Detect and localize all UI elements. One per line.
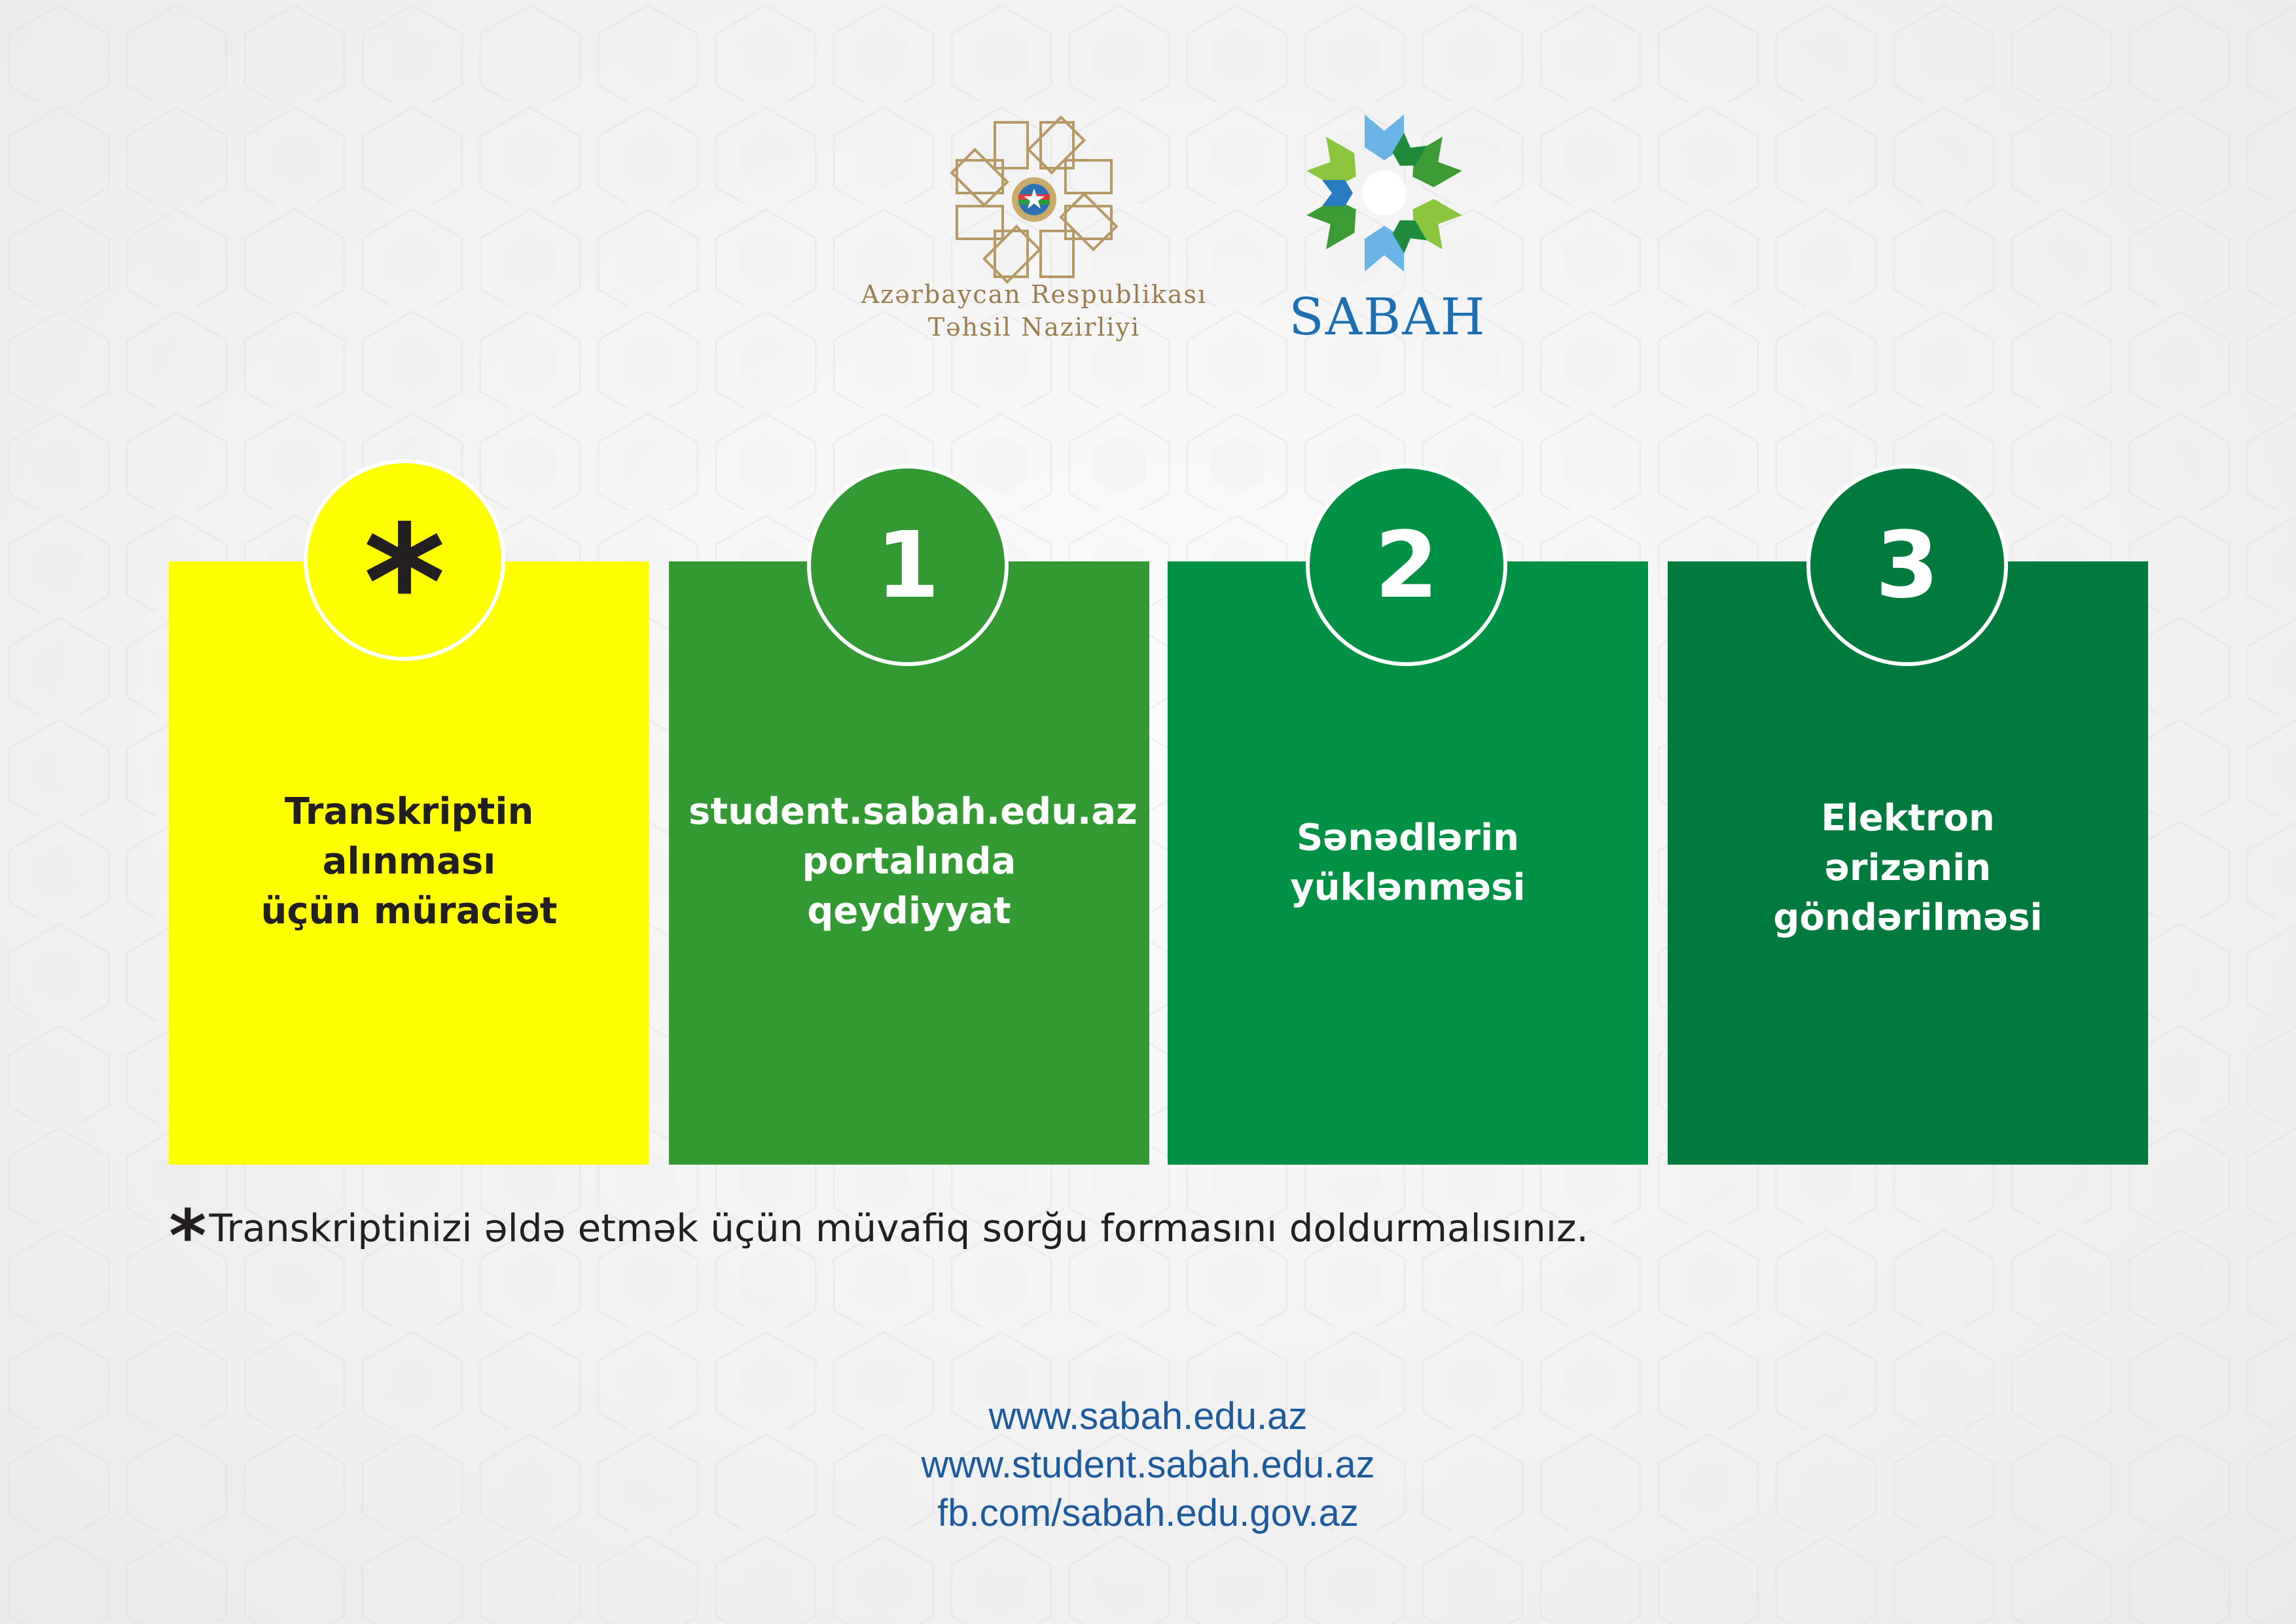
step-label-line: alınması	[322, 840, 496, 883]
step-marker-3	[1806, 465, 2008, 666]
link-student-portal[interactable]: www.student.sabah.edu.az	[921, 1443, 1375, 1486]
ministry-name-line2: Təhsil Nazirliyi	[927, 313, 1141, 342]
step-number: 2	[1374, 512, 1439, 619]
step-marker-1	[807, 465, 1009, 666]
link-sabah-website[interactable]: www.sabah.edu.az	[988, 1395, 1308, 1438]
sabah-wordmark: SABAH	[1289, 288, 1486, 347]
step-label-transcript	[188, 787, 630, 936]
step-label-1	[689, 787, 1138, 936]
ministry-emblem-logo	[939, 105, 1129, 294]
step-label-line: yüklənməsi	[1290, 866, 1526, 909]
contact-links	[755, 1392, 1541, 1538]
step-label-line: ərizənin	[1824, 847, 1992, 889]
step-label-line: göndərilməsi	[1773, 896, 2043, 939]
step-label-2	[1187, 813, 1628, 913]
step-label-line: Elektron	[1821, 797, 1995, 839]
footnote-text: Transkriptinizi əldə etmək üçün müvafiq sorğu formasını doldurmalısınız.	[209, 1206, 1588, 1250]
asterisk-icon: *	[363, 491, 446, 675]
footnote	[169, 1194, 1871, 1278]
step-marker-star	[304, 459, 505, 675]
asterisk-icon: *	[169, 1194, 207, 1278]
step-label-line: qeydiyyat	[807, 890, 1011, 932]
step-label-line: portalında	[802, 840, 1016, 883]
step-marker-2	[1306, 465, 1507, 666]
step-number: 3	[1875, 512, 1939, 619]
ministry-name-line1: Azərbaycan Respublikası	[861, 280, 1208, 309]
sabah-logo	[1296, 105, 1473, 281]
link-facebook[interactable]: fb.com/sabah.edu.gov.az	[937, 1492, 1359, 1534]
step-label-line: student.sabah.edu.az	[689, 790, 1138, 833]
step-label-line: Sənədlərin	[1296, 817, 1520, 859]
step-label-3	[1687, 794, 2128, 943]
step-label-line: üçün müraciət	[260, 890, 558, 932]
step-label-line: Transkriptin	[284, 790, 534, 833]
step-number: 1	[876, 512, 940, 619]
